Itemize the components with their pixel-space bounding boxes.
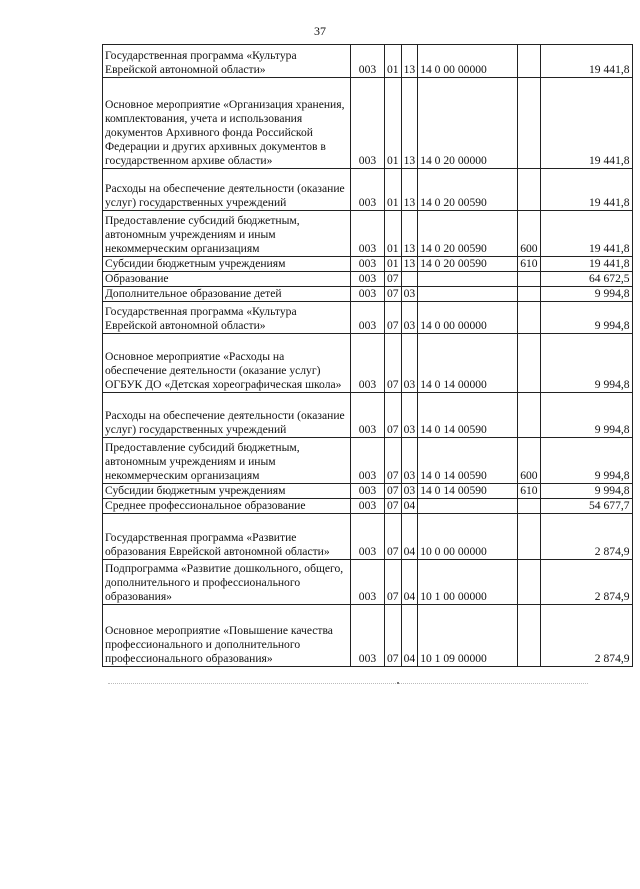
- table-row: [103, 484, 633, 499]
- row-section: 07: [385, 272, 402, 287]
- row-subsection: 13: [401, 78, 418, 169]
- footer-rule: [108, 683, 588, 684]
- row-name: Государственная программа «Развитие образования Еврейской автономной области»: [103, 514, 351, 560]
- row-amount: 9 994,8: [540, 334, 632, 393]
- row-section: 07: [385, 484, 402, 499]
- row-target-article: [418, 272, 518, 287]
- row-target-article: 14 0 14 00590: [418, 393, 518, 438]
- row-section: 01: [385, 211, 402, 257]
- row-target-article: 14 0 14 00000: [418, 334, 518, 393]
- row-amount: 19 441,8: [540, 78, 632, 169]
- row-section: 01: [385, 45, 402, 78]
- row-name: Предоставление субсидий бюджетным, автономным учреждениям и иным некоммерческим организациям: [103, 438, 351, 484]
- row-expense-type: [518, 393, 540, 438]
- row-section: 07: [385, 560, 402, 605]
- row-expense-type: [518, 272, 540, 287]
- table-row: [103, 287, 633, 302]
- row-target-article: 14 0 14 00590: [418, 484, 518, 499]
- table-row: [103, 605, 633, 667]
- table-row: [103, 211, 633, 257]
- row-section: 07: [385, 393, 402, 438]
- row-amount: 19 441,8: [540, 257, 632, 272]
- row-amount: 9 994,8: [540, 393, 632, 438]
- table-row: [103, 560, 633, 605]
- row-ministry: 003: [351, 78, 385, 169]
- row-expense-type: [518, 605, 540, 667]
- row-name: Основное мероприятие «Повышение качества профессионального и дополнительного профессионального образования»: [103, 605, 351, 667]
- row-name: Субсидии бюджетным учреждениям: [103, 484, 351, 499]
- row-ministry: 003: [351, 334, 385, 393]
- row-section: 07: [385, 334, 402, 393]
- row-section: 07: [385, 499, 402, 514]
- row-section: 07: [385, 514, 402, 560]
- row-target-article: 10 1 09 00000: [418, 605, 518, 667]
- row-ministry: 003: [351, 302, 385, 334]
- row-ministry: 003: [351, 514, 385, 560]
- row-ministry: 003: [351, 45, 385, 78]
- row-amount: 9 994,8: [540, 484, 632, 499]
- row-name: Основное мероприятие «Организация хранения, комплектования, учета и использования документов Архивного фонда Российской Федерации и других архивных документов в государственном архиве области»: [103, 78, 351, 169]
- row-name: Расходы на обеспечение деятельности (оказание услуг) государственных учреждений: [103, 169, 351, 211]
- row-subsection: 03: [401, 287, 418, 302]
- table-row: [103, 272, 633, 287]
- table-body: [103, 45, 633, 667]
- row-ministry: 003: [351, 211, 385, 257]
- row-name: Образование: [103, 272, 351, 287]
- row-subsection: 03: [401, 393, 418, 438]
- row-ministry: 003: [351, 169, 385, 211]
- row-name: Расходы на обеспечение деятельности (оказание услуг) государственных учреждений: [103, 393, 351, 438]
- row-amount: 19 441,8: [540, 211, 632, 257]
- row-name: Субсидии бюджетным учреждениям: [103, 257, 351, 272]
- row-ministry: 003: [351, 393, 385, 438]
- row-subsection: 04: [401, 514, 418, 560]
- row-name: Дополнительное образование детей: [103, 287, 351, 302]
- row-section: 07: [385, 287, 402, 302]
- row-name: Государственная программа «Культура Еврейской автономной области»: [103, 45, 351, 78]
- row-expense-type: [518, 560, 540, 605]
- row-expense-type: 610: [518, 257, 540, 272]
- table-row: [103, 302, 633, 334]
- row-expense-type: [518, 302, 540, 334]
- table-row: [103, 78, 633, 169]
- table-row: [103, 393, 633, 438]
- table-row: [103, 499, 633, 514]
- row-name: Основное мероприятие «Расходы на обеспечение деятельности (оказание услуг) ОГБУК ДО «Детская хореографическая школа»: [103, 334, 351, 393]
- row-subsection: 04: [401, 605, 418, 667]
- row-expense-type: [518, 78, 540, 169]
- row-subsection: 03: [401, 438, 418, 484]
- row-subsection: 03: [401, 302, 418, 334]
- table-row: [103, 257, 633, 272]
- row-subsection: 03: [401, 334, 418, 393]
- row-name: Подпрограмма «Развитие дошкольного, общего, дополнительного и профессионального образования»: [103, 560, 351, 605]
- footer-mark: [397, 682, 399, 684]
- row-expense-type: [518, 334, 540, 393]
- table-row: [103, 514, 633, 560]
- row-target-article: 14 0 20 00590: [418, 211, 518, 257]
- row-name: Среднее профессиональное образование: [103, 499, 351, 514]
- row-name: Предоставление субсидий бюджетным, автономным учреждениям и иным некоммерческим организациям: [103, 211, 351, 257]
- row-subsection: 13: [401, 45, 418, 78]
- row-target-article: 14 0 00 00000: [418, 45, 518, 78]
- page-number: 37: [314, 24, 326, 38]
- row-name: Государственная программа «Культура Еврейской автономной области»: [103, 302, 351, 334]
- row-amount: 9 994,8: [540, 302, 632, 334]
- row-ministry: 003: [351, 484, 385, 499]
- row-expense-type: [518, 45, 540, 78]
- row-target-article: 14 0 20 00000: [418, 78, 518, 169]
- row-expense-type: [518, 514, 540, 560]
- row-target-article: 14 0 00 00000: [418, 302, 518, 334]
- row-section: 01: [385, 257, 402, 272]
- row-ministry: 003: [351, 605, 385, 667]
- row-ministry: 003: [351, 499, 385, 514]
- row-target-article: 14 0 14 00590: [418, 438, 518, 484]
- row-target-article: 10 1 00 00000: [418, 560, 518, 605]
- row-amount: 64 672,5: [540, 272, 632, 287]
- row-subsection: 13: [401, 211, 418, 257]
- row-expense-type: 600: [518, 438, 540, 484]
- row-subsection: 13: [401, 169, 418, 211]
- row-ministry: 003: [351, 272, 385, 287]
- table-row: [103, 438, 633, 484]
- row-expense-type: [518, 287, 540, 302]
- row-ministry: 003: [351, 257, 385, 272]
- row-section: 07: [385, 302, 402, 334]
- row-subsection: 04: [401, 499, 418, 514]
- row-amount: 2 874,9: [540, 560, 632, 605]
- row-target-article: [418, 287, 518, 302]
- row-ministry: 003: [351, 560, 385, 605]
- table-row: [103, 334, 633, 393]
- table-row: [103, 169, 633, 211]
- table-row: [103, 45, 633, 78]
- row-amount: 9 994,8: [540, 287, 632, 302]
- row-expense-type: 610: [518, 484, 540, 499]
- row-subsection: [401, 272, 418, 287]
- row-target-article: 14 0 20 00590: [418, 257, 518, 272]
- row-section: 07: [385, 438, 402, 484]
- row-subsection: 03: [401, 484, 418, 499]
- row-expense-type: 600: [518, 211, 540, 257]
- row-target-article: 14 0 20 00590: [418, 169, 518, 211]
- row-section: 01: [385, 78, 402, 169]
- row-section: 01: [385, 169, 402, 211]
- row-expense-type: [518, 169, 540, 211]
- row-expense-type: [518, 499, 540, 514]
- row-amount: 2 874,9: [540, 514, 632, 560]
- row-ministry: 003: [351, 287, 385, 302]
- row-amount: 54 677,7: [540, 499, 632, 514]
- row-amount: 19 441,8: [540, 169, 632, 211]
- row-section: 07: [385, 605, 402, 667]
- row-target-article: [418, 499, 518, 514]
- row-ministry: 003: [351, 438, 385, 484]
- row-subsection: 13: [401, 257, 418, 272]
- row-amount: 9 994,8: [540, 438, 632, 484]
- row-subsection: 04: [401, 560, 418, 605]
- budget-table: [102, 44, 633, 667]
- row-target-article: 10 0 00 00000: [418, 514, 518, 560]
- row-amount: 2 874,9: [540, 605, 632, 667]
- row-amount: 19 441,8: [540, 45, 632, 78]
